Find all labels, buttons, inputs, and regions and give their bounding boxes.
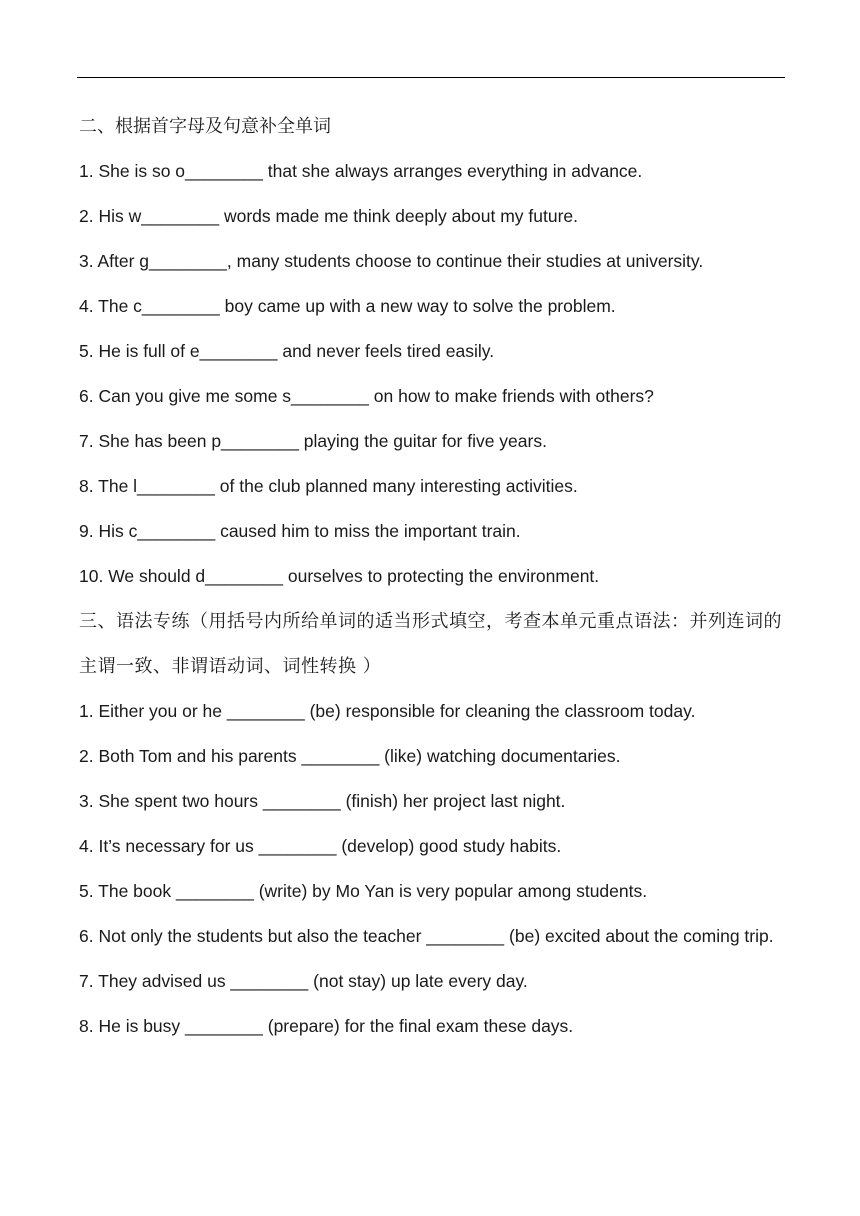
section-2-heading: 二、根据首字母及句意补全单词	[79, 116, 331, 137]
section-3-item-6: 6. Not only the students but also the teacher ________ (be) excited about the coming trip.	[79, 926, 774, 946]
section-2-item-7: 7. She has been p________ playing the guitar for five years.	[79, 431, 547, 451]
section-2-item-1: 1. She is so o________ that she always arranges everything in advance.	[79, 161, 643, 181]
section-3-item-7: 7. They advised us ________ (not stay) up late every day.	[79, 971, 528, 991]
section-3-item-8: 8. He is busy ________ (prepare) for the final exam these days.	[79, 1016, 574, 1036]
section-2-item-10: 10. We should d________ ourselves to protecting the environment.	[79, 566, 600, 586]
section-3-item-4: 4. It’s necessary for us ________ (develop) good study habits.	[79, 836, 562, 856]
section-2-item-6: 6. Can you give me some s________ on how to make friends with others?	[79, 386, 654, 406]
header-rule	[77, 77, 785, 78]
section-3-item-3: 3. She spent two hours ________ (finish) her project last night.	[79, 791, 566, 811]
section-2-item-8: 8. The l________ of the club planned many interesting activities.	[79, 476, 578, 496]
section-2-item-4: 4. The c________ boy came up with a new way to solve the problem.	[79, 296, 616, 316]
worksheet-content	[79, 104, 785, 1049]
section-3-heading: 三、语法专练（用括号内所给单词的适当形式填空，考查本单元重点语法：并列连词的主谓一致、非谓语动词、词性转换 ）	[79, 611, 782, 677]
section-3-item-5: 5. The book ________ (write) by Mo Yan is very popular among students.	[79, 881, 648, 901]
section-3-item-1: 1. Either you or he ________ (be) responsible for cleaning the classroom today.	[79, 701, 696, 721]
section-2-item-2: 2. His w________ words made me think deeply about my future.	[79, 206, 579, 226]
section-2-item-3: 3. After g________, many students choose to continue their studies at university.	[79, 251, 704, 271]
section-2-item-9: 9. His c________ caused him to miss the important train.	[79, 521, 521, 541]
section-2-item-5: 5. He is full of e________ and never feels tired easily.	[79, 341, 495, 361]
section-3-item-2: 2. Both Tom and his parents ________ (like) watching documentaries.	[79, 746, 621, 766]
